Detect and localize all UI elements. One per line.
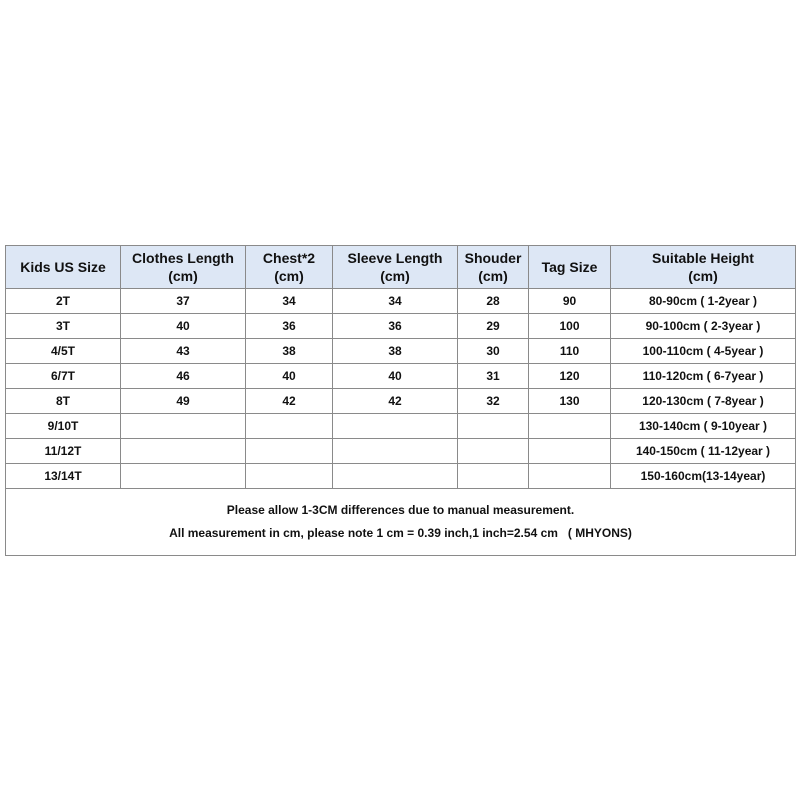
cell-suitable-height: 130-140cm ( 9-10year ) — [611, 414, 796, 439]
measurement-notes — [6, 489, 796, 556]
header-label: Clothes Length (cm) — [132, 250, 234, 284]
cell-size: 9/10T — [6, 414, 121, 439]
table-row — [6, 464, 796, 489]
cell-suitable-height: 140-150cm ( 11-12year ) — [611, 439, 796, 464]
cell-shoulder: 28 — [458, 289, 529, 314]
header-kids-us-size — [6, 246, 121, 289]
cell-sleeve-length: 38 — [333, 339, 458, 364]
cell-chest: 38 — [246, 339, 333, 364]
header-label: Suitable Height (cm) — [652, 250, 754, 284]
table-row — [6, 364, 796, 389]
table-row — [6, 289, 796, 314]
cell-shoulder — [458, 439, 529, 464]
table-row — [6, 339, 796, 364]
cell-chest: 34 — [246, 289, 333, 314]
header-shoulder — [458, 246, 529, 289]
cell-tag-size: 130 — [529, 389, 611, 414]
cell-chest: 40 — [246, 364, 333, 389]
size-chart-table — [5, 245, 796, 556]
cell-suitable-height: 100-110cm ( 4-5year ) — [611, 339, 796, 364]
cell-shoulder: 31 — [458, 364, 529, 389]
table-row — [6, 414, 796, 439]
cell-sleeve-length — [333, 464, 458, 489]
cell-shoulder: 29 — [458, 314, 529, 339]
cell-clothes-length: 46 — [121, 364, 246, 389]
cell-suitable-height: 120-130cm ( 7-8year ) — [611, 389, 796, 414]
header-label: Chest*2 (cm) — [262, 250, 316, 284]
cell-sleeve-length: 42 — [333, 389, 458, 414]
note-line-conversion: All measurement in cm, please note 1 cm = 0.39 inch,1 inch=2.54 cm ( MHYONS) — [169, 526, 632, 540]
header-label: Shouder (cm) — [464, 250, 522, 284]
cell-suitable-height: 80-90cm ( 1-2year ) — [611, 289, 796, 314]
cell-size: 2T — [6, 289, 121, 314]
cell-size: 8T — [6, 389, 121, 414]
cell-size: 6/7T — [6, 364, 121, 389]
cell-tag-size: 90 — [529, 289, 611, 314]
cell-sleeve-length: 34 — [333, 289, 458, 314]
cell-clothes-length — [121, 439, 246, 464]
header-sleeve-length — [333, 246, 458, 289]
cell-shoulder — [458, 464, 529, 489]
cell-sleeve-length: 36 — [333, 314, 458, 339]
header-label: Sleeve Length (cm) — [347, 250, 443, 284]
cell-shoulder: 30 — [458, 339, 529, 364]
cell-chest — [246, 414, 333, 439]
cell-shoulder: 32 — [458, 389, 529, 414]
cell-sleeve-length: 40 — [333, 364, 458, 389]
cell-chest — [246, 439, 333, 464]
cell-size: 13/14T — [6, 464, 121, 489]
cell-clothes-length: 49 — [121, 389, 246, 414]
cell-size: 3T — [6, 314, 121, 339]
cell-sleeve-length — [333, 414, 458, 439]
header-label: Kids US Size — [20, 259, 106, 275]
header-label: Tag Size — [541, 259, 598, 275]
cell-shoulder — [458, 414, 529, 439]
cell-size: 4/5T — [6, 339, 121, 364]
cell-sleeve-length — [333, 439, 458, 464]
header-tag-size — [529, 246, 611, 289]
table-row — [6, 314, 796, 339]
header-suitable-height — [611, 246, 796, 289]
cell-tag-size: 100 — [529, 314, 611, 339]
header-row — [6, 246, 796, 289]
cell-chest: 36 — [246, 314, 333, 339]
cell-clothes-length — [121, 414, 246, 439]
cell-tag-size — [529, 464, 611, 489]
table-row — [6, 389, 796, 414]
cell-tag-size: 120 — [529, 364, 611, 389]
header-clothes-length — [121, 246, 246, 289]
cell-clothes-length — [121, 464, 246, 489]
cell-clothes-length: 37 — [121, 289, 246, 314]
cell-clothes-length: 40 — [121, 314, 246, 339]
cell-suitable-height: 150-160cm(13-14year) — [611, 464, 796, 489]
cell-chest: 42 — [246, 389, 333, 414]
cell-tag-size — [529, 439, 611, 464]
cell-chest — [246, 464, 333, 489]
cell-size: 11/12T — [6, 439, 121, 464]
notes-row — [6, 489, 796, 556]
cell-tag-size — [529, 414, 611, 439]
cell-tag-size: 110 — [529, 339, 611, 364]
header-chest — [246, 246, 333, 289]
cell-suitable-height: 110-120cm ( 6-7year ) — [611, 364, 796, 389]
cell-clothes-length: 43 — [121, 339, 246, 364]
note-line-differences: Please allow 1-3CM differences due to manual measurement. — [226, 503, 575, 517]
cell-suitable-height: 90-100cm ( 2-3year ) — [611, 314, 796, 339]
table-row — [6, 439, 796, 464]
